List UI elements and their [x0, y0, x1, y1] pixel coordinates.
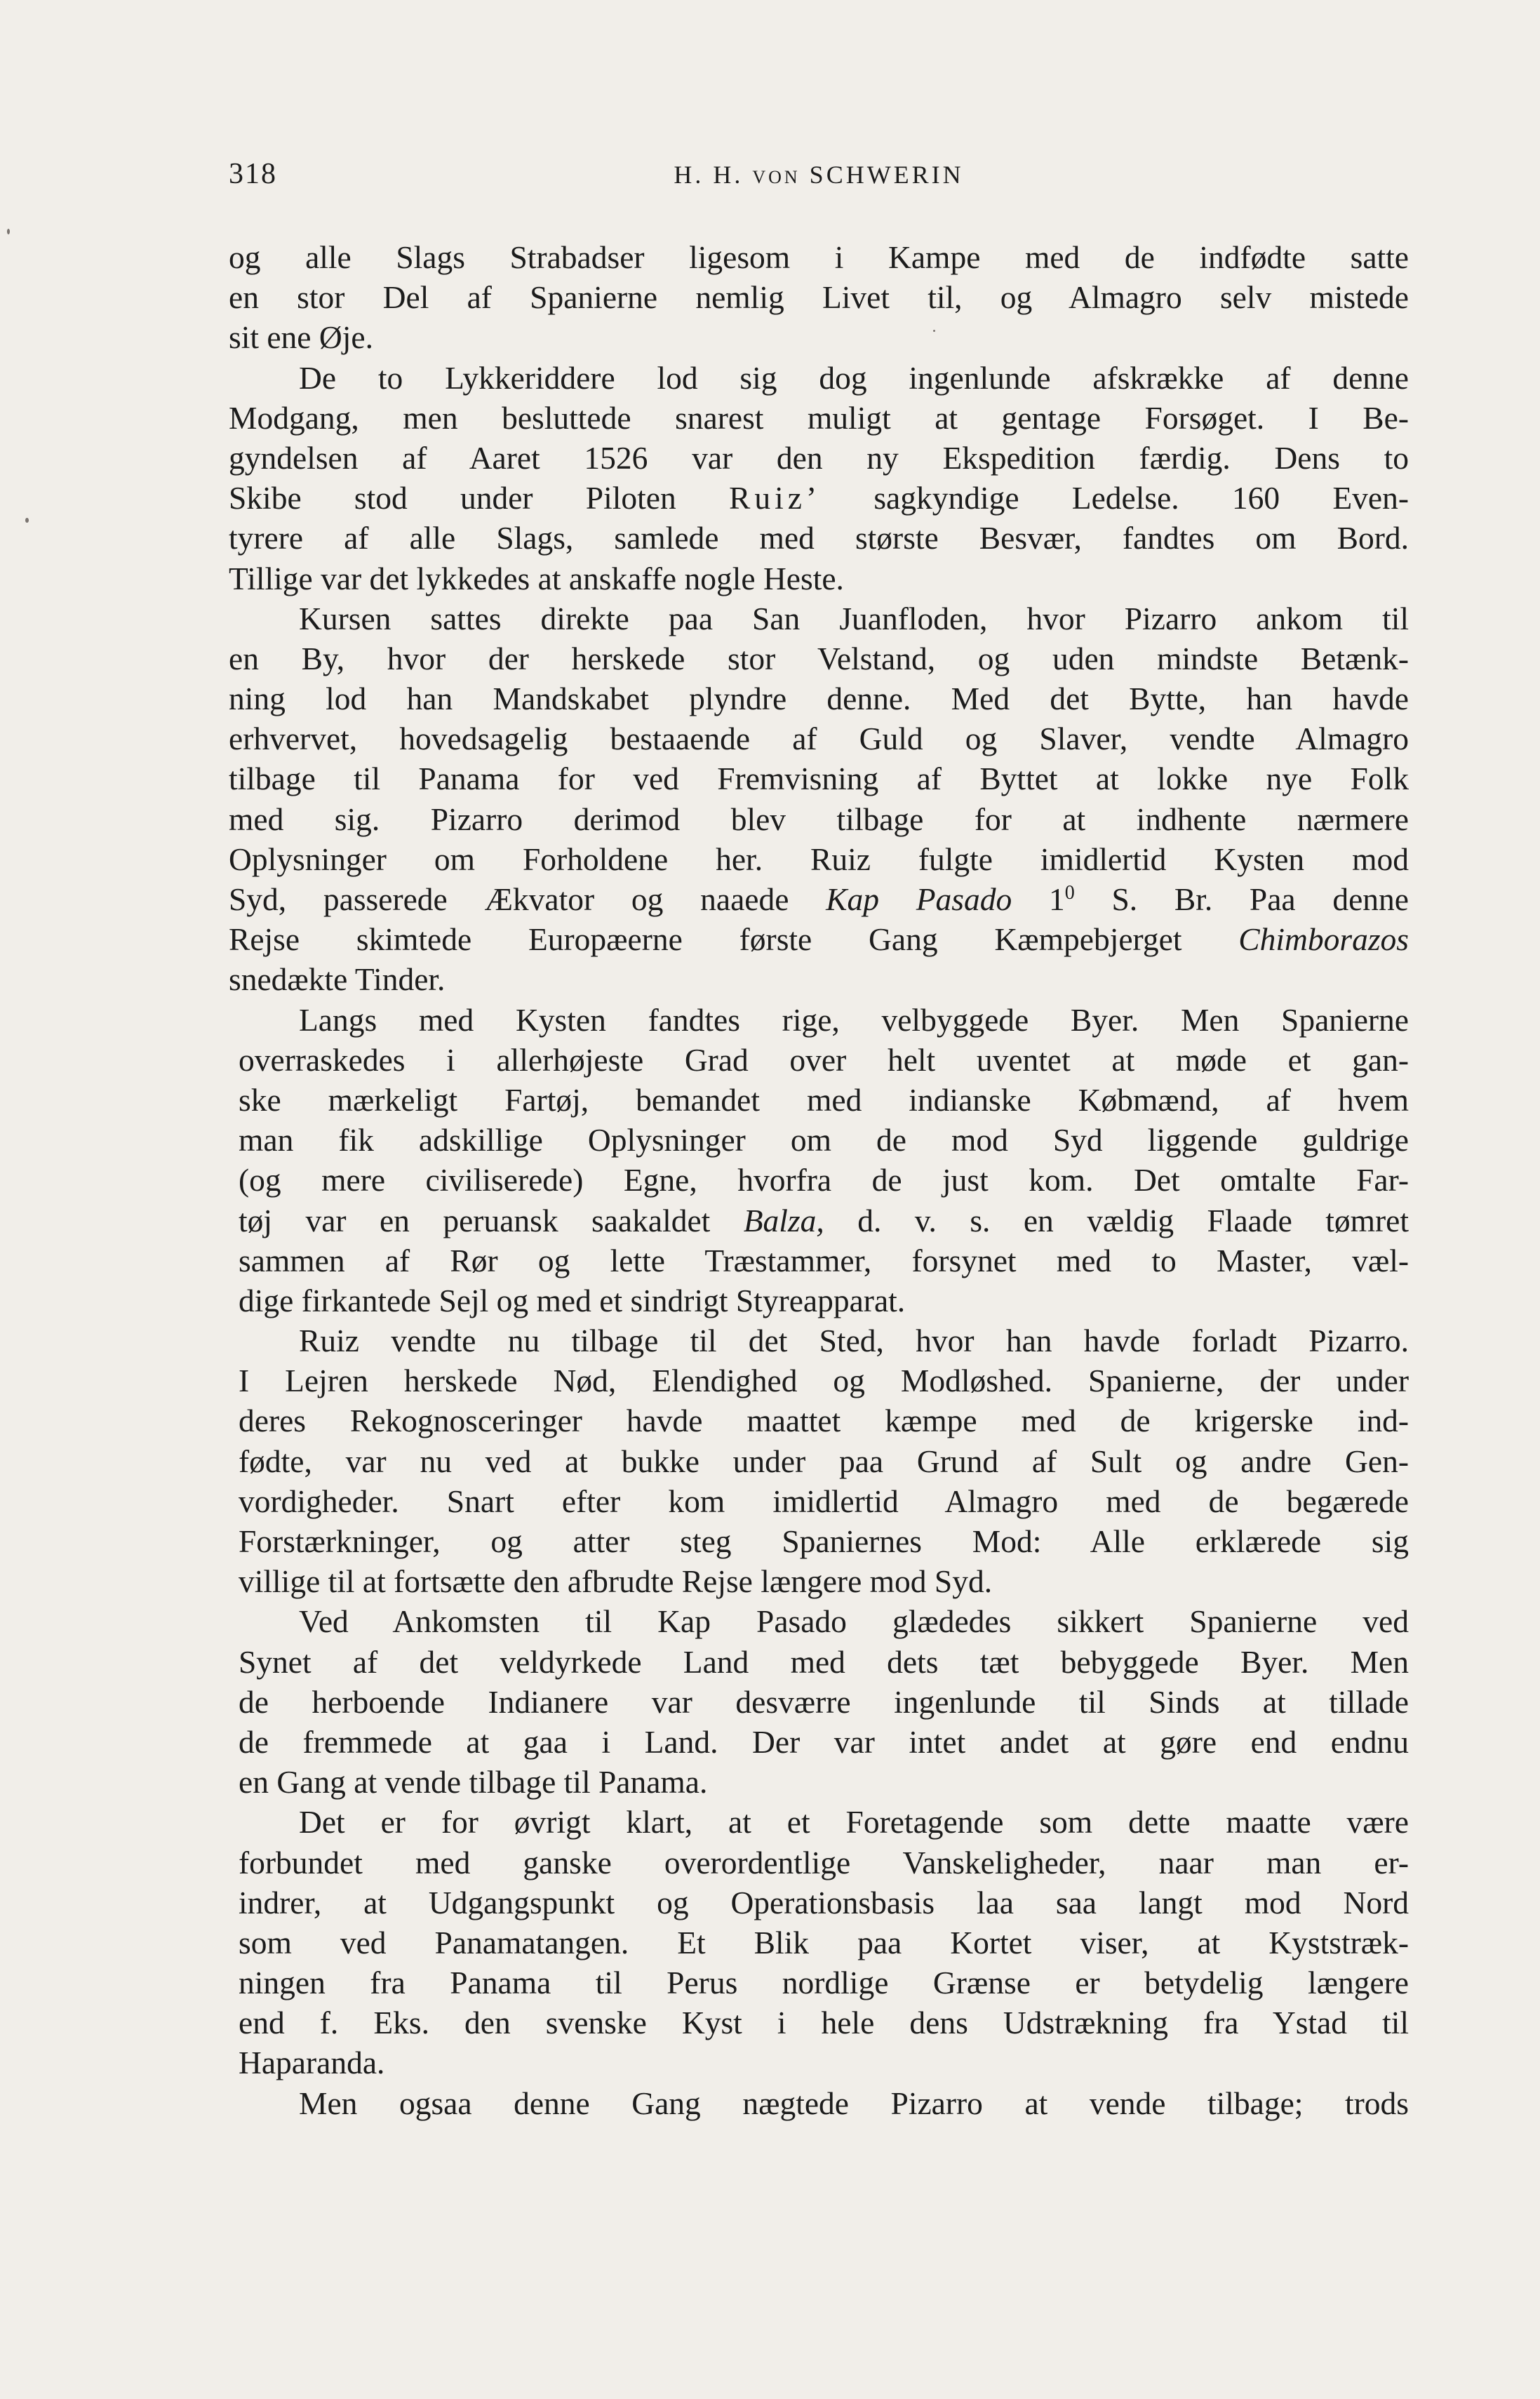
text-line: forbundet med ganske overordentlige Vanskeligheder, naar man er-: [239, 1844, 1409, 1880]
text-line: [229, 478, 1409, 518]
text-line: ske mærkeligt Fartøj, bemandet med indianske Købmænd, af hvem: [239, 1081, 1409, 1118]
text-line: Oplysninger om Forholdene her. Ruiz fulgte imidlertid Kysten mod: [229, 841, 1409, 877]
margin-speck: [933, 330, 935, 332]
text-line: Modgang, men besluttede snarest muligt at gentage Forsøget. I Be-: [229, 399, 1409, 436]
name-ruiz: Ruiz’: [728, 480, 822, 516]
text-line: [229, 919, 1409, 959]
text-line: tyrere af alle Slags, samlede med største Besvær, fandtes om Bord.: [229, 520, 1409, 556]
line-segment: Syd, passerede Ækvator og naaede: [229, 881, 789, 917]
text-line: gyndelsen af Aaret 1526 var den ny Ekspedition færdig. Dens to: [229, 439, 1409, 476]
text-line: de fremmede at gaa i Land. Der var intet andet at gøre end endnu: [239, 1723, 1409, 1760]
text-line: Det er for øvrigt klart, at et Foretagende som dette maatte være: [299, 1804, 1409, 1840]
text-line: Men ogsaa denne Gang nægtede Pizarro at vende tilbage; trods: [299, 2085, 1409, 2121]
text-line: vordigheder. Snart efter kom imidlertid Almagro med de begærede: [239, 1483, 1409, 1519]
author-initials: H. H.: [674, 161, 744, 189]
text-line: De to Lykkeriddere lod sig dog ingenlunde afskrække af denne: [299, 359, 1409, 396]
text-line: sit ene Øje.: [229, 319, 373, 356]
author-particle: VON: [752, 167, 801, 187]
degree-value: 1: [1048, 881, 1065, 917]
text-line: de herboende Indianere var desværre ingenlunde til Sinds at tillade: [239, 1683, 1409, 1720]
text-line: Haparanda.: [239, 2045, 385, 2081]
text-line: overraskedes i allerhøjeste Grad over helt uventet at møde et gan-: [239, 1041, 1409, 1078]
text-line: Tillige var det lykkedes at anskaffe nogle Heste.: [229, 560, 844, 596]
text-line: ningen fra Panama til Perus nordlige Grænse er betydelig længere: [239, 1965, 1409, 2001]
text-line: [229, 879, 1409, 919]
text-line: sammen af Rør og lette Træstammer, forsynet med to Master, væl-: [239, 1242, 1409, 1278]
text-line: (og mere civiliserede) Egne, hvorfra de just kom. Det omtalte Far-: [239, 1162, 1409, 1198]
text-line: deres Rekognosceringer havde maattet kæmpe med de krigerske ind-: [239, 1403, 1409, 1439]
text-line: en By, hvor der herskede stor Velstand, og uden mindste Betænk-: [229, 640, 1409, 676]
degree-sign: 0: [1064, 882, 1075, 904]
text-line: Forstærkninger, og atter steg Spaniernes Mod: Alle erklærede sig: [239, 1523, 1409, 1559]
text-line: tilbage til Panama for ved Fremvisning af Byttet at lokke nye Folk: [229, 761, 1409, 797]
text-line: Kursen sattes direkte paa San Juanfloden, hvor Pizarro ankom til: [299, 600, 1409, 636]
text-line: indrer, at Udgangspunkt og Operationsbasis laa saa langt mod Nord: [239, 1884, 1409, 1920]
text-line: med sig. Pizarro derimod blev tilbage for at indhente nærmere: [229, 801, 1409, 837]
body-text: [229, 237, 1409, 2123]
text-line: man fik adskillige Oplysninger om de mod Syd liggende guldrige: [239, 1122, 1409, 1158]
text-line: og alle Slags Strabadser ligesom i Kampe med de indfødte satte: [229, 239, 1409, 275]
text-line: Langs med Kysten fandtes rige, velbyggede Byer. Men Spanierne: [299, 1001, 1409, 1038]
text-line: [229, 1201, 1409, 1241]
text-line: en stor Del af Spanierne nemlig Livet til, og Almagro selv mistede: [229, 279, 1409, 316]
line-segment: tøj var en peruansk saakaldet: [239, 1202, 711, 1238]
text-line: ning lod han Mandskabet plyndre denne. Med det Bytte, han havde: [229, 681, 1409, 717]
line-segment: Skibe stod under Piloten: [229, 480, 676, 516]
text-line: villige til at fortsætte den afbrudte Rejse længere mod Syd.: [239, 1563, 993, 1600]
text-line: dige firkantede Sejl og med et sindrigt Styreapparat.: [239, 1282, 906, 1318]
text-line: end f. Eks. den svenske Kyst i hele dens Udstrækning fra Ystad til: [239, 2005, 1409, 2041]
text-line: snedækte Tinder.: [229, 961, 446, 998]
line-segment: Rejse skimtede Europæerne første Gang Kæmpebjerget: [229, 921, 1182, 958]
author-surname: SCHWERIN: [809, 161, 964, 189]
text-line: erhvervet, hovedsagelig bestaaende af Guld og Slaver, vendte Almagro: [229, 721, 1409, 757]
place-chimborazos: Chimborazos: [1238, 921, 1410, 958]
running-head: [229, 160, 1409, 189]
line-segment: d. v. s. en vældig Flaade tømret: [857, 1202, 1410, 1238]
line-segment: sagkyndige Ledelse. 160 Even-: [873, 480, 1410, 516]
margin-speck: [7, 229, 10, 234]
page-number: 318: [229, 158, 277, 190]
margin-speck: [25, 518, 29, 523]
line-segment: S. Br. Paa denne: [1111, 881, 1409, 917]
place-kap-pasado: Kap Pasado: [826, 881, 1012, 917]
page-header: [229, 157, 1409, 199]
text-line: Ruiz vendte nu tilbage til det Sted, hvor han havde forladt Pizarro.: [299, 1323, 1409, 1359]
text-line: som ved Panamatangen. Et Blik paa Kortet viser, at Kyststræk-: [239, 1924, 1409, 1960]
text-line: Ved Ankomsten til Kap Pasado glædedes sikkert Spanierne ved: [299, 1603, 1409, 1640]
text-line: fødte, var nu ved at bukke under paa Grund af Sult og andre Gen-: [239, 1443, 1409, 1479]
text-line: I Lejren herskede Nød, Elendighed og Modløshed. Spanierne, der under: [239, 1363, 1409, 1399]
text-line: en Gang at vende tilbage til Panama.: [239, 1764, 708, 1800]
text-line: Synet af det veldyrkede Land med dets tæt bebyggede Byer. Men: [239, 1643, 1409, 1680]
term-balza: Balza,: [743, 1202, 824, 1238]
